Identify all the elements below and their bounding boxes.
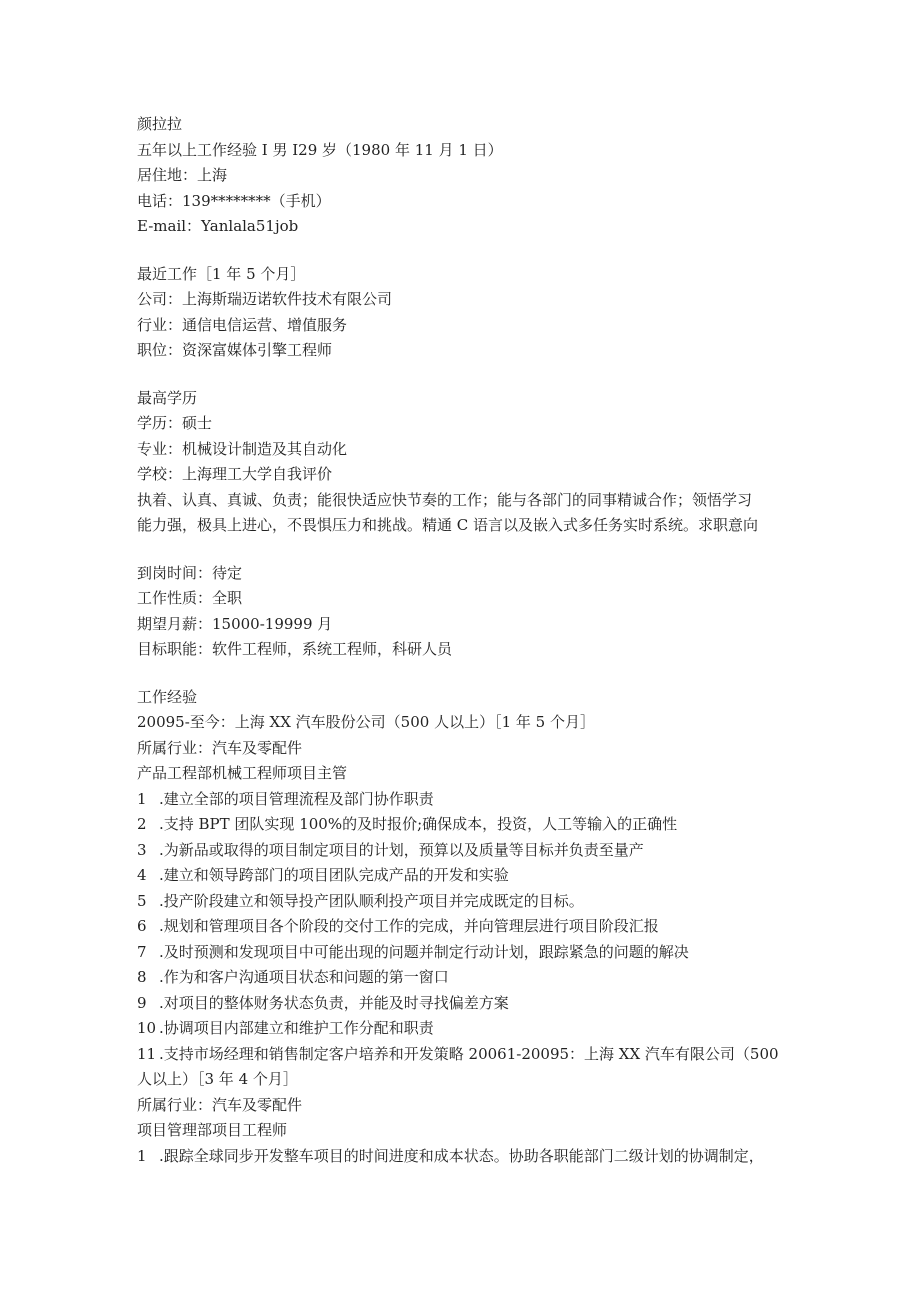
recent-industry: 行业：通信电信运营、增值服务 bbox=[137, 315, 348, 334]
self-evaluation-line: 执着、认真、真诚、负责；能很快适应快节奏的工作；能与各部门的同事精诚合作；领悟学习 bbox=[137, 490, 753, 509]
list-item-text: .及时预测和发现项目中可能出现的问题并制定行动计划，跟踪紧急的问题的解决 bbox=[159, 942, 689, 961]
recent-position: 职位：资深富媒体引擎工程师 bbox=[137, 341, 333, 359]
education-degree: 学历：硕士 bbox=[137, 414, 213, 432]
list-item-number: 4 bbox=[137, 866, 147, 884]
list-item bbox=[137, 889, 777, 915]
list-item bbox=[137, 863, 777, 889]
experience-heading: 工作经验 bbox=[137, 687, 198, 706]
list-item bbox=[137, 812, 777, 838]
list-item bbox=[137, 940, 777, 966]
job2-industry: 所属行业：汽车及零配件 bbox=[137, 1095, 303, 1114]
list-item-number: 8 bbox=[137, 968, 147, 986]
list-item bbox=[137, 965, 777, 991]
list-item-continuation: 人以上）［3 年 4 个月］ bbox=[137, 1070, 298, 1088]
list-item-text: .规划和管理项目各个阶段的交付工作的完成，并向管理层进行项目阶段汇报 bbox=[159, 917, 659, 935]
recent-work-heading: 最近工作［1 年 5 个月］ bbox=[137, 264, 306, 283]
list-item-number: 7 bbox=[137, 942, 147, 961]
job1-duty-list bbox=[137, 787, 777, 1042]
candidate-name: 颜拉拉 bbox=[137, 115, 183, 133]
intent-type: 工作性质：全职 bbox=[137, 589, 243, 607]
job2-role: 项目管理部项目工程师 bbox=[137, 1121, 288, 1139]
candidate-summary: 五年以上工作经验 I 男 I29 岁（1980 年 11 月 1 日） bbox=[137, 140, 503, 159]
list-item-text: .对项目的整体财务状态负责，并能及时寻找偏差方案 bbox=[159, 993, 509, 1012]
list-item-text: .支持 BPT 团队实现 100%的及时报价;确保成本，投资，人工等输入的正确性 bbox=[159, 815, 678, 833]
list-item-number: 10 bbox=[137, 1019, 157, 1037]
list-item bbox=[137, 1042, 777, 1068]
residence: 居住地：上海 bbox=[137, 166, 228, 184]
job1-role: 产品工程部机械工程师项目主管 bbox=[137, 764, 348, 782]
resume-page bbox=[137, 112, 777, 1169]
list-item-number: 5 bbox=[137, 891, 147, 910]
list-item-text: .跟踪全球同步开发整车项目的时间进度和成本状态。协助各职能部门二级计划的协调制定， bbox=[159, 1146, 764, 1165]
list-item-number: 1 bbox=[137, 1146, 147, 1165]
list-item-text: .协调项目内部建立和维护工作分配和职责 bbox=[159, 1019, 434, 1037]
intent-salary: 期望月薪：15000-19999 月 bbox=[137, 614, 333, 633]
job1-title: 20095-至今：上海 XX 汽车股份公司（500 人以上）［1 年 5 个月］ bbox=[137, 713, 595, 731]
list-item-text: .建立全部的项目管理流程及部门协作职责 bbox=[159, 789, 434, 808]
list-item-number: 1 bbox=[137, 789, 147, 808]
list-item-number: 2 bbox=[137, 815, 147, 833]
phone: 电话：139********（手机） bbox=[137, 191, 331, 210]
list-item-number: 6 bbox=[137, 917, 147, 935]
list-item-number: 11 bbox=[137, 1044, 157, 1063]
list-item bbox=[137, 1144, 777, 1170]
list-item-text: .作为和客户沟通项目状态和问题的第一窗口 bbox=[159, 968, 449, 986]
education-heading: 最高学历 bbox=[137, 388, 198, 407]
intent-start: 到岗时间：待定 bbox=[137, 563, 243, 582]
education-school: 学校：上海理工大学自我评价 bbox=[137, 465, 333, 483]
list-item bbox=[137, 914, 777, 940]
recent-company: 公司：上海斯瑞迈诺软件技术有限公司 bbox=[137, 290, 393, 308]
list-item bbox=[137, 787, 777, 813]
list-item bbox=[137, 838, 777, 864]
education-major: 专业：机械设计制造及其自动化 bbox=[137, 439, 348, 458]
intent-target: 目标职能：软件工程师，系统工程师，科研人员 bbox=[137, 640, 453, 658]
list-item-number: 3 bbox=[137, 840, 147, 859]
list-item bbox=[137, 991, 777, 1017]
job1-industry: 所属行业：汽车及零配件 bbox=[137, 738, 303, 757]
list-item-text: .建立和领导跨部门的项目团队完成产品的开发和实验 bbox=[159, 866, 509, 884]
email: E-mail：Yanlala51job bbox=[137, 217, 299, 235]
list-item-text: .为新品或取得的项目制定项目的计划，预算以及质量等目标并负责至量产 bbox=[159, 840, 644, 859]
list-item-text: .支持市场经理和销售制定客户培养和开发策略 20061-20095：上海 XX 汽车有限公司（500 bbox=[159, 1044, 779, 1063]
list-item bbox=[137, 1016, 777, 1042]
list-item-number: 9 bbox=[137, 993, 147, 1012]
list-item-text: .投产阶段建立和领导投产团队顺利投产项目并完成既定的目标。 bbox=[159, 891, 584, 910]
self-evaluation-line: 能力强，极具上进心，不畏惧压力和挑战。精通 C 语言以及嵌入式多任务实时系统。求职意向 bbox=[137, 516, 759, 534]
